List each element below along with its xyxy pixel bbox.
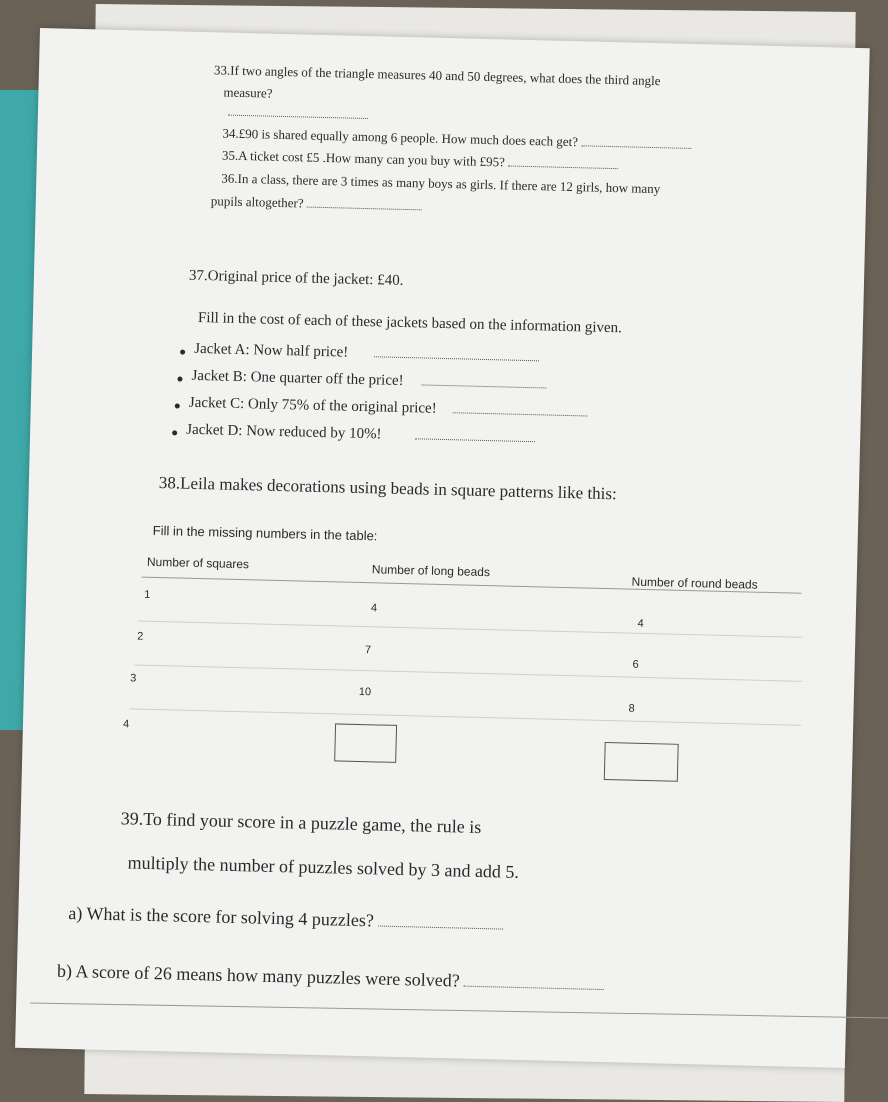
jacket-c: Jacket C: Only 75% of the original price! [189, 394, 588, 422]
q38-title: 38.Leila makes decorations using beads in square patterns like this: [158, 473, 617, 504]
table-cell: 4 [370, 602, 378, 615]
q39-a-answer-line[interactable] [378, 914, 503, 930]
q33-answer-line[interactable] [228, 103, 368, 123]
q39-line1: 39.To find your score in a puzzle game, the rule is [120, 808, 482, 838]
worksheet-page [15, 28, 870, 1068]
jacket-d-answer-line[interactable] [415, 426, 535, 442]
table-row-rule [138, 621, 803, 638]
long-beads-answer-box[interactable] [334, 723, 397, 763]
q39-part-a: a) What is the score for solving 4 puzzles? [68, 903, 503, 935]
q34-text: 34.£90 is shared equally among 6 people. How much does each get? [222, 124, 691, 152]
table-cell: 10 [358, 685, 372, 699]
table-row-rule [134, 664, 802, 681]
table-header-squares: Number of squares [146, 554, 250, 572]
q33-line1: 33.If two angles of the triangle measures 40 and 50 degrees, what does the third angle [213, 62, 661, 89]
table-cell: 3 [129, 672, 137, 685]
q37-instruction: Fill in the cost of each of these jackets based on the information given. [197, 309, 623, 337]
jacket-b: Jacket B: One quarter off the price! [191, 367, 546, 394]
table-header-long-beads: Number of long beads [371, 562, 491, 580]
q39-part-b: b) A score of 26 means how many puzzles were solved? [57, 961, 605, 995]
table-header-round-beads: Number of round beads [631, 574, 758, 592]
q36-answer-line[interactable] [307, 195, 422, 211]
q35-answer-line[interactable] [508, 153, 618, 169]
q35-text: 35.A ticket cost £5 .How many can you buy with £95? [222, 146, 619, 173]
q36-line1: 36.In a class, there are 3 times as many boys as girls. If there are 12 girls, how many [221, 170, 661, 197]
q39-b-answer-line[interactable] [464, 974, 604, 990]
q36-line2: pupils altogether? [211, 192, 422, 214]
bullet-icon [172, 430, 177, 435]
table-cell: 4 [122, 718, 130, 731]
table-row-rule [129, 708, 801, 725]
jacket-a-answer-line[interactable] [374, 344, 539, 361]
bullet-icon [175, 403, 180, 408]
jacket-c-answer-line[interactable] [452, 400, 587, 416]
table-cell: 8 [628, 702, 635, 715]
jacket-b-answer-line[interactable] [421, 372, 546, 388]
q37-title: 37.Original price of the jacket: £40. [188, 267, 404, 289]
table-cell: 7 [364, 644, 372, 657]
round-beads-answer-box[interactable] [604, 742, 679, 782]
q34-answer-line[interactable] [581, 133, 691, 149]
jacket-d: Jacket D: Now reduced by 10%! [186, 421, 535, 448]
table-cell: 6 [632, 658, 639, 671]
jacket-a: Jacket A: Now half price! [194, 340, 539, 366]
table-cell: 1 [144, 588, 151, 601]
bullet-icon [177, 376, 182, 381]
table-cell: 2 [137, 630, 144, 643]
table-cell: 4 [637, 617, 644, 630]
bullet-icon [180, 350, 185, 355]
q39-line2: multiply the number of puzzles solved by 3 and add 5. [127, 852, 520, 882]
q38-instruction: Fill in the missing numbers in the table: [152, 522, 378, 544]
q33-line2: measure? [223, 84, 273, 101]
